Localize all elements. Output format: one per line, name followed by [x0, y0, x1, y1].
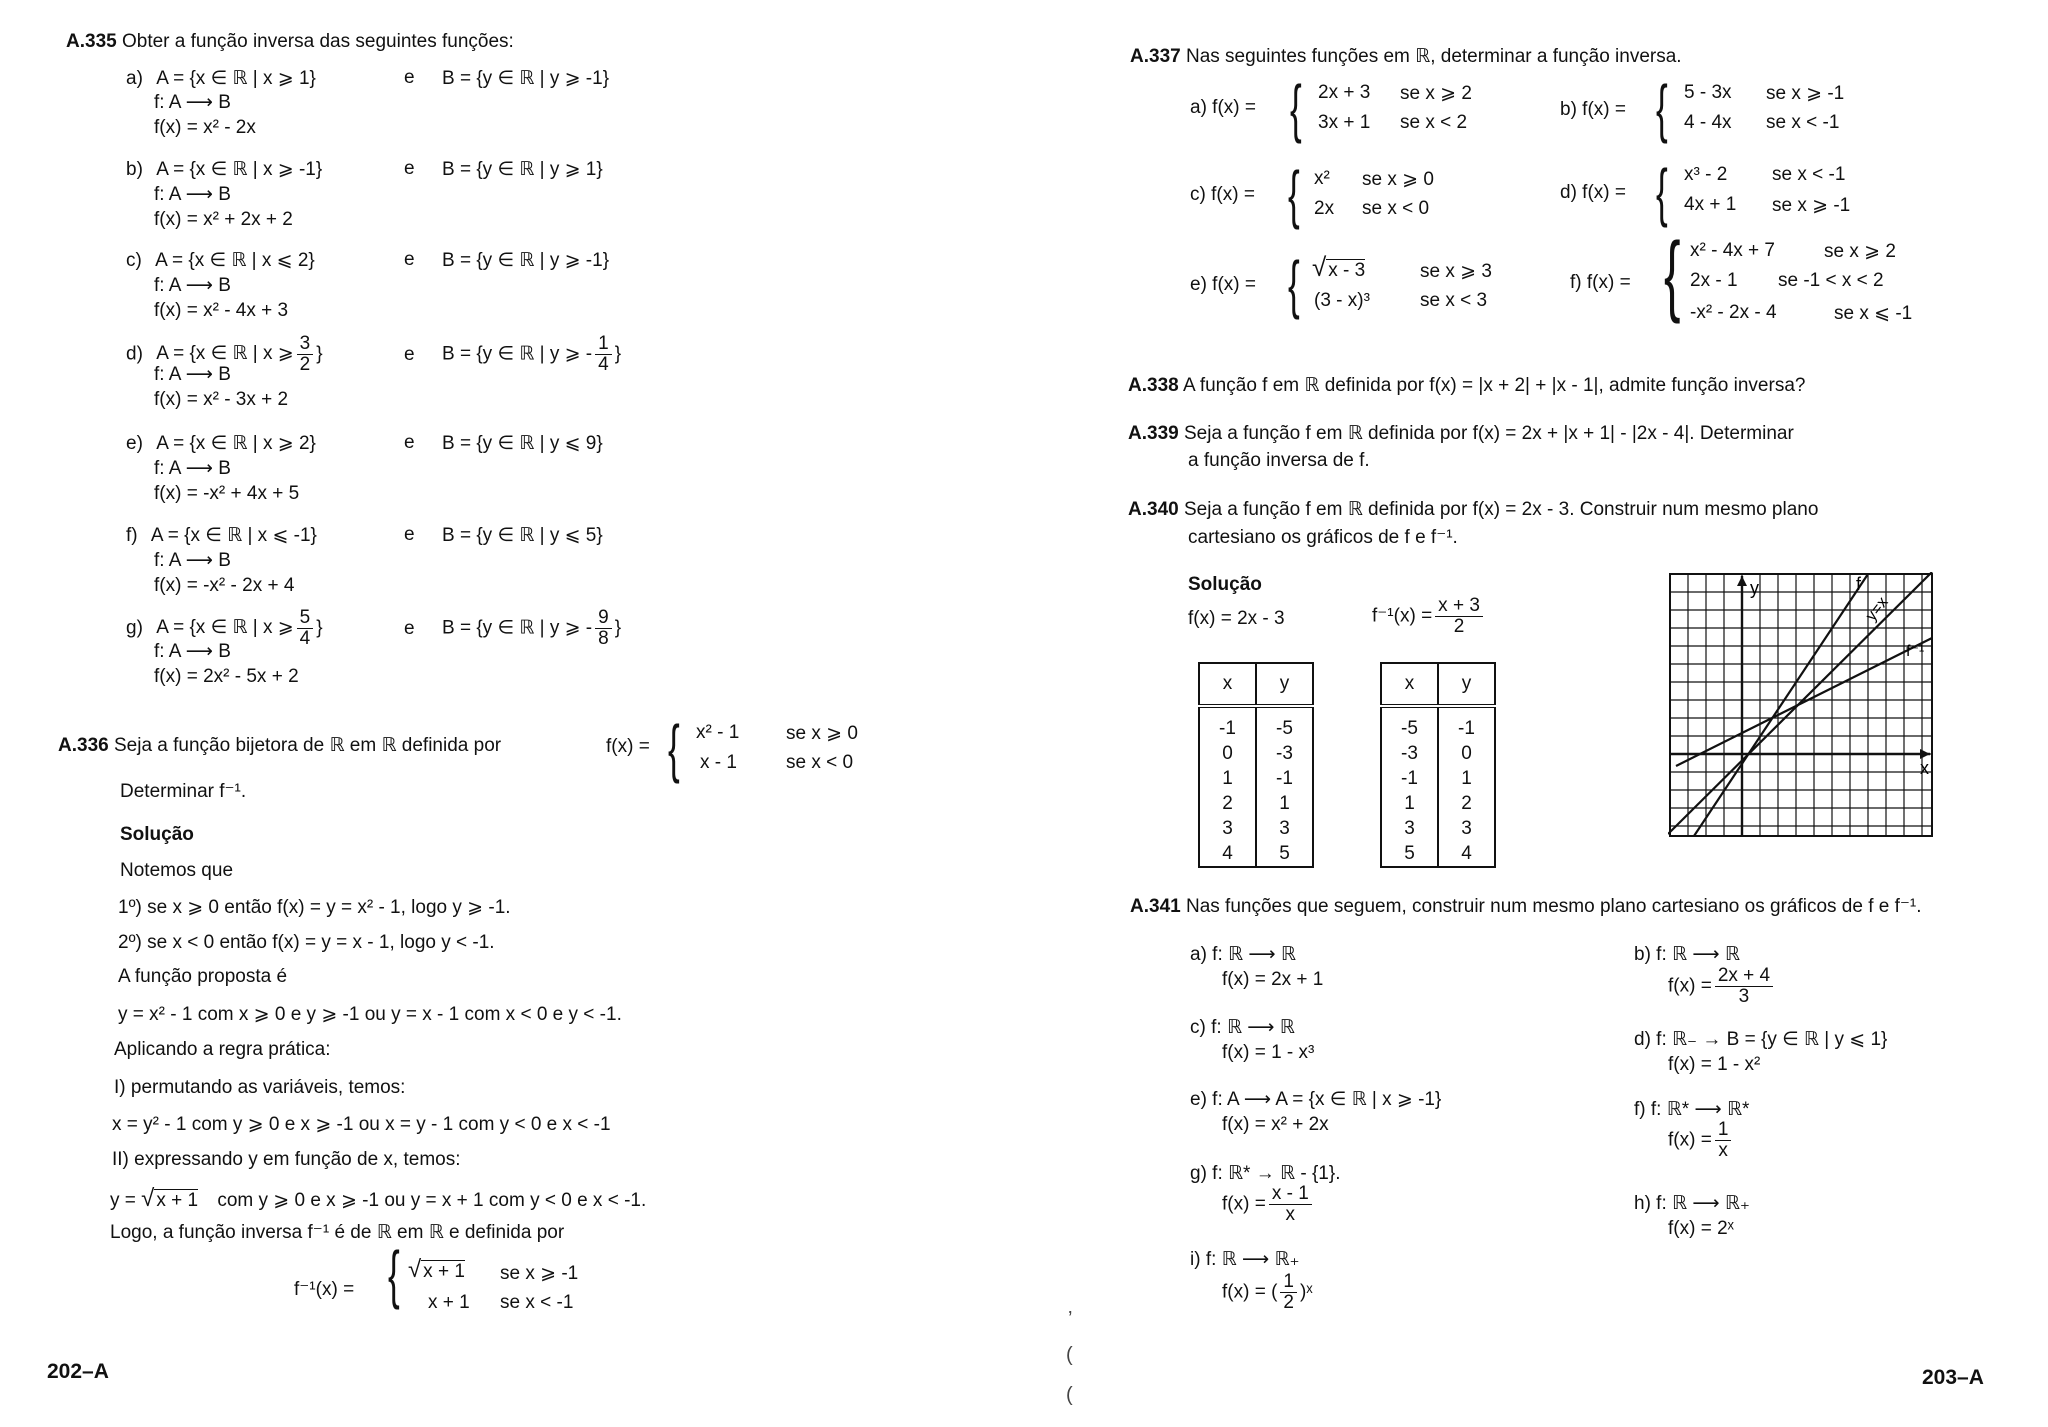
table-col-y: -1 0 1 2 3 4: [1438, 706, 1495, 867]
a336-determine: Determinar f⁻¹.: [120, 781, 247, 802]
a341-d-map: d) f: ℝ₋ → B = {y ∈ ℝ | y ⩽ 1}: [1634, 1029, 1888, 1050]
a341-a-rule: f(x) = 2x + 1: [1222, 969, 1324, 990]
table-col-x: -5 -3 -1 1 3 5: [1381, 706, 1438, 867]
left-brace: {: [388, 1238, 400, 1310]
a341-f-rule: f(x) = $\frac{1}{x}$: [1668, 1120, 1734, 1161]
a341-h-map: h) f: ℝ ⟶ ℝ₊: [1634, 1193, 1750, 1214]
set-b: B = {y ∈ ℝ | y ⩾ - $\frac{9}{8}$ }: [442, 607, 622, 649]
set-b: B = {y ∈ ℝ | y ⩾ -1}: [442, 68, 610, 89]
rule: f(x) = x² + 2x + 2: [154, 209, 293, 230]
sol-line-sqrt: y = √ x + 1 com y ⩾ 0 e x ⩾ -1 ou y = x + 1 com y < 0 e x < -1.: [110, 1185, 647, 1212]
a337-e-label: e) f(x) =: [1190, 274, 1256, 295]
a341-d-rule: f(x) = 1 - x²: [1668, 1054, 1761, 1075]
a336-id: A.336: [58, 735, 109, 756]
case: 4x + 1: [1684, 194, 1737, 215]
a337-id: A.337: [1130, 46, 1181, 67]
left-brace: {: [1656, 156, 1668, 228]
fraction: $\frac{5}{4}$: [297, 608, 314, 649]
map: f: A ⟶ B: [154, 184, 231, 205]
case: x²: [1314, 168, 1330, 189]
case-sqrt: √ x - 3: [1312, 252, 1366, 282]
table-header: x: [1381, 663, 1438, 706]
conj-e: e: [404, 67, 415, 88]
left-brace: {: [1288, 158, 1300, 230]
rule: f(x) = -x² - 2x + 4: [154, 575, 295, 596]
rule: f(x) = 2x² - 5x + 2: [154, 666, 299, 687]
sol-line: II) expressando y em função de x, temos:: [112, 1149, 461, 1170]
case: 5 - 3x: [1684, 82, 1732, 103]
a341-g-map: g) f: ℝ* → ℝ - {1}.: [1190, 1163, 1341, 1184]
item-label: g): [126, 617, 143, 639]
a341-h-rule: f(x) = 2ˣ: [1668, 1218, 1734, 1239]
fraction: $\frac{1}{2}$: [1280, 1272, 1297, 1313]
a339-statement: Seja a função f em ℝ definida por f(x) = 2x + |x + 1| - |2x - 4|. Determinar: [1183, 423, 1794, 444]
a341-id: A.341: [1130, 896, 1181, 917]
sol-line: 2º) se x < 0 então f(x) = y = x - 1, logo y < -1.: [118, 932, 495, 953]
a337-b-label: b) f(x) =: [1560, 99, 1626, 120]
a341-a-map: a) f: ℝ ⟶ ℝ: [1190, 944, 1296, 965]
table-col-y: -5 -3 -1 1 3 5: [1256, 706, 1313, 867]
a335-statement: Obter a função inversa das seguintes funções:: [121, 31, 514, 52]
a335-item-f: [126, 524, 317, 547]
a338-id: A.338: [1128, 375, 1179, 396]
sol-line: x = y² - 1 com y ⩾ 0 e x ⩾ -1 ou x = y - 1 com y < 0 e x < -1: [112, 1114, 611, 1135]
a340-statement: Seja a função f em ℝ definida por f(x) = 2x - 3. Construir num mesmo plano: [1183, 499, 1819, 520]
a337-c-label: c) f(x) =: [1190, 184, 1255, 205]
table-header: x: [1199, 663, 1256, 706]
fold-mark: (: [1066, 1344, 1073, 1366]
a341-i-map: i) f: ℝ ⟶ ℝ₊: [1190, 1249, 1300, 1270]
axes: [1670, 576, 1930, 836]
set-a: A = {x ∈ ℝ | x ⩾ -1}: [156, 159, 323, 180]
table-header: y: [1438, 663, 1495, 706]
cond: se x ⩾ 2: [1400, 83, 1472, 104]
line-f: [1694, 574, 1868, 836]
a340: [1128, 498, 1818, 521]
a341-statement: Nas funções que seguem, construir num mesmo plano cartesiano os gráficos de f e f⁻¹.: [1185, 896, 1922, 917]
fraction: $\frac{3}{2}$: [297, 334, 314, 375]
case1: x² - 1: [696, 722, 740, 743]
left-brace: {: [668, 712, 680, 784]
inv-case2: x + 1: [428, 1292, 470, 1313]
a341-e-rule: f(x) = x² + 2x: [1222, 1114, 1329, 1135]
table-header: y: [1256, 663, 1313, 706]
a336-fx: f(x) =: [606, 736, 650, 757]
fraction: $\frac{1}{4}$: [595, 334, 612, 375]
rule: f(x) = -x² + 4x + 5: [154, 483, 300, 504]
case: 4 - 4x: [1684, 112, 1732, 133]
map: f: A ⟶ B: [154, 458, 231, 479]
fold-mark: ‚: [1068, 1296, 1073, 1318]
set-a: A = {x ∈ ℝ | x ⩾: [156, 617, 294, 639]
item-label: d): [126, 343, 143, 365]
set-b: B = {y ∈ ℝ | y ⩾ 1}: [442, 159, 603, 180]
a340-f-def: f(x) = 2x - 3: [1188, 608, 1285, 629]
conj-e: e: [404, 618, 415, 639]
case2: x - 1: [700, 752, 737, 773]
a336-statement: Seja a função bijetora de ℝ em ℝ definida por: [113, 735, 502, 756]
label-f: f: [1856, 574, 1862, 594]
cond: se x ⩾ 2: [1824, 241, 1896, 262]
case: 2x: [1314, 198, 1335, 219]
cond: se x ⩾ -1: [1766, 83, 1845, 104]
a340-finv-def: f⁻¹(x) = $\frac{x + 3}{2}$: [1372, 596, 1486, 637]
a340-solucao: Solução: [1188, 574, 1262, 595]
set-b: B = {y ∈ ℝ | y ⩽ 5}: [442, 525, 603, 546]
map: f: A ⟶ B: [154, 550, 231, 571]
cond: se x ⩽ -1: [1834, 303, 1913, 324]
a336-header: [58, 734, 501, 757]
a337-statement: Nas seguintes funções em ℝ, determinar a função inversa.: [1185, 46, 1682, 67]
a341-b-map: b) f: ℝ ⟶ ℝ: [1634, 944, 1740, 965]
sol-line: I) permutando as variáveis, temos:: [114, 1077, 406, 1098]
a337-d-label: d) f(x) =: [1560, 182, 1626, 203]
rule: f(x) = x² - 3x + 2: [154, 389, 289, 410]
set-a: A = {x ∈ ℝ | x ⩾: [156, 343, 294, 365]
case: -x² - 2x - 4: [1690, 302, 1777, 323]
a340-statement-2: cartesiano os gráficos de f e f⁻¹.: [1188, 527, 1458, 548]
conj-e: e: [404, 158, 415, 179]
cond: se x < -1: [1766, 112, 1840, 133]
set-b: B = {y ∈ ℝ | y ⩾ -1}: [442, 250, 610, 271]
a341-i-rule: f(x) = ( $\frac{1}{2}$ )ˣ: [1222, 1271, 1313, 1313]
value-table-finv: [1380, 662, 1496, 868]
a335-item-d: d) A = {x ∈ ℝ | x ⩾ $\frac{3}{2}$ }: [126, 333, 323, 375]
a341-c-rule: f(x) = 1 - x³: [1222, 1042, 1315, 1063]
a335-item-a: [126, 67, 316, 90]
cond: se x < -1: [1772, 164, 1846, 185]
conj-e: e: [404, 524, 415, 545]
cond: se x < 3: [1420, 290, 1488, 311]
label-f-inverse: f⁻¹: [1906, 643, 1925, 660]
item-label: c): [126, 250, 142, 271]
sol-line: Aplicando a regra prática:: [114, 1039, 331, 1060]
set-a: A = {x ∈ ℝ | x ⩽ -1}: [150, 525, 317, 546]
label-y: y: [1750, 578, 1759, 598]
a335-item-g: g) A = {x ∈ ℝ | x ⩾ $\frac{5}{4}$ }: [126, 607, 323, 649]
a340-id: A.340: [1128, 499, 1179, 520]
left-brace: {: [1288, 248, 1300, 320]
a335-id: A.335: [66, 31, 117, 52]
cond2: se x < 0: [786, 752, 854, 773]
inv-cond1: se x ⩾ -1: [500, 1263, 579, 1284]
a341-g-rule: f(x) = $\frac{x - 1}{x}$: [1222, 1184, 1315, 1225]
a335-item-b: [126, 158, 322, 181]
left-brace: {: [1656, 72, 1668, 144]
grid: [1670, 574, 1932, 836]
value-table-f: [1198, 662, 1314, 868]
left-brace: {: [1664, 225, 1681, 325]
a336-solucao: Solução: [120, 824, 194, 845]
case: 3x + 1: [1318, 112, 1371, 133]
label-x: x: [1920, 758, 1929, 778]
sol-line: y = x² - 1 com x ⩾ 0 e y ⩾ -1 ou y = x - 1 com x < 0 e y < -1.: [118, 1004, 622, 1025]
set-b: B = {y ∈ ℝ | y ⩾ - $\frac{1}{4}$ }: [442, 333, 622, 375]
case: 2x + 3: [1318, 82, 1371, 103]
cond: se x ⩾ 3: [1420, 261, 1492, 282]
fraction: $\frac{9}{8}$: [595, 608, 612, 649]
a335-item-e: [126, 432, 316, 455]
page-number-right: 203–A: [1922, 1366, 1984, 1389]
a341-c-map: c) f: ℝ ⟶ ℝ: [1190, 1017, 1295, 1038]
table-col-x: -1 0 1 2 3 4: [1199, 706, 1256, 867]
sol-line: Notemos que: [120, 860, 234, 881]
item-label: e): [126, 433, 143, 454]
fraction: $\frac{2x + 4}{3}$: [1715, 966, 1773, 1007]
set-b: B = {y ∈ ℝ | y ⩽ 9}: [442, 433, 603, 454]
a341-header: [1130, 895, 1922, 918]
case: x³ - 2: [1684, 164, 1728, 185]
sol-line: A função proposta é: [118, 966, 288, 987]
inv-cond2: se x < -1: [500, 1292, 574, 1313]
fold-mark: (: [1066, 1384, 1073, 1406]
case: (3 - x)³: [1314, 290, 1370, 311]
a338-statement: A função f em ℝ definida por f(x) = |x + 2| + |x - 1|, admite função inversa?: [1182, 375, 1806, 396]
cond1: se x ⩾ 0: [786, 723, 858, 744]
item-label: a): [126, 68, 143, 89]
cond: se -1 < x < 2: [1778, 270, 1884, 291]
cond: se x < 2: [1400, 112, 1468, 133]
set-a: A = {x ∈ ℝ | x ⩾ 2}: [156, 433, 316, 454]
map: f: A ⟶ B: [154, 364, 231, 385]
case: 2x - 1: [1690, 270, 1738, 291]
sol-line: 1º) se x ⩾ 0 então f(x) = y = x² - 1, logo y ⩾ -1.: [118, 897, 511, 918]
item-label: f): [126, 525, 138, 546]
function-lines: [1668, 572, 1932, 836]
conj-e: e: [404, 344, 415, 365]
conj-e: e: [404, 249, 415, 270]
inv-case1: √ x + 1: [408, 1256, 465, 1283]
fraction: $\frac{1}{x}$: [1715, 1120, 1732, 1161]
a341-e-map: e) f: A ⟶ A = {x ∈ ℝ | x ⩾ -1}: [1190, 1089, 1442, 1110]
a341-b-rule: f(x) = $\frac{2x + 4}{3}$: [1668, 966, 1776, 1007]
left-brace: {: [1290, 72, 1302, 144]
set-a: A = {x ∈ ℝ | x ⩽ 2}: [155, 250, 315, 271]
conj-e: e: [404, 432, 415, 453]
line-f-inverse: [1676, 638, 1932, 766]
label-y-equals-x: y=x: [1862, 594, 1892, 625]
rule: f(x) = x² - 4x + 3: [154, 300, 289, 321]
a337-header: [1130, 45, 1682, 68]
a337-f-label: f) f(x) =: [1570, 272, 1631, 293]
a335-header: [66, 31, 514, 53]
map: f: A ⟶ B: [154, 275, 231, 296]
cartesian-graph: [1668, 572, 1938, 842]
map: f: A ⟶ B: [154, 92, 231, 113]
y-axis-arrow: [1737, 576, 1747, 586]
a341-f-map: f) f: ℝ* ⟶ ℝ*: [1634, 1099, 1750, 1120]
item-label: b): [126, 159, 143, 180]
cond: se x ⩾ -1: [1772, 195, 1851, 216]
set-a: A = {x ∈ ℝ | x ⩾ 1}: [156, 68, 316, 89]
a335-item-c: [126, 249, 315, 272]
map: f: A ⟶ B: [154, 641, 231, 662]
a339: [1128, 422, 1794, 445]
inv-fx: f⁻¹(x) =: [294, 1279, 355, 1300]
fraction: $\frac{x - 1}{x}$: [1269, 1184, 1312, 1225]
a339-statement-2: a função inversa de f.: [1188, 450, 1370, 471]
rule: f(x) = x² - 2x: [154, 117, 256, 138]
a337-a-label: a) f(x) =: [1190, 97, 1256, 118]
fraction: $\frac{x + 3}{2}$: [1435, 596, 1483, 637]
a339-id: A.339: [1128, 423, 1179, 444]
case: x² - 4x + 7: [1690, 240, 1775, 261]
page-number-left: 202–A: [47, 1360, 109, 1383]
cond: se x ⩾ 0: [1362, 169, 1434, 190]
a338: [1128, 374, 1805, 397]
sol-line: Logo, a função inversa f⁻¹ é de ℝ em ℝ e definida por: [110, 1222, 565, 1243]
cond: se x < 0: [1362, 198, 1430, 219]
